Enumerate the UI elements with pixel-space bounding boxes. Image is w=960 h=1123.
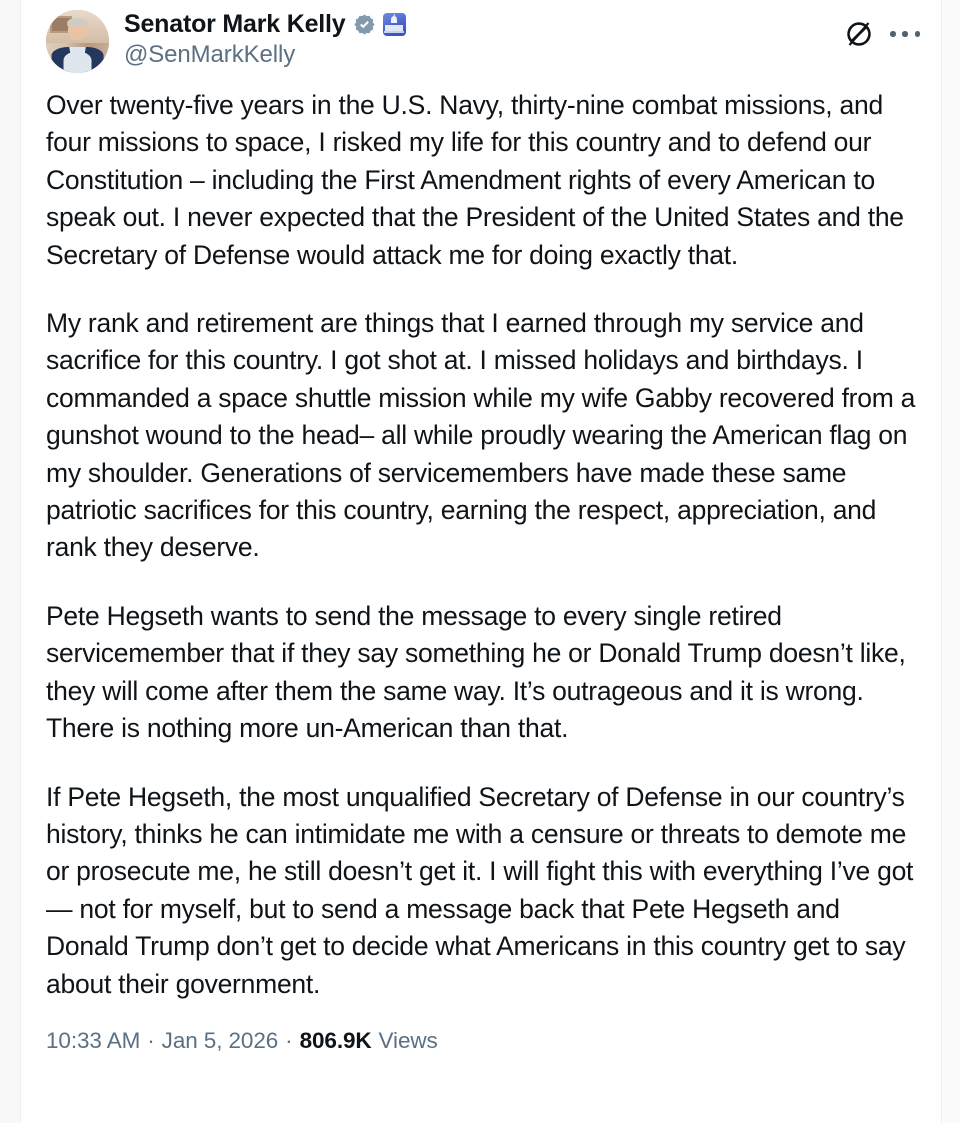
- display-name-row: [124, 11, 844, 38]
- metadata-separator: ·: [285, 1027, 293, 1053]
- tweet-paragraph: My rank and retirement are things that I earned through my service and sacrifice for this country. I got shot at. I missed holidays and birthdays. I commanded a space shuttle mission while my wife Gabby recovered from a gunshot wound to the head– all while proudly wearing the American flag on my shoulder. Generations of servicemembers have made these same patriotic sacrifices for this country, earning the respect, appreciation, and rank they deserve.: [46, 308, 916, 563]
- tweet-paragraph: If Pete Hegseth, the most unqualified Secretary of Defense in our country’s history, thinks he can intimidate me with a censure or threats to demote me or prosecute me, he still doesn’t get it. I will fight this with everything I’ve got — not for myself, but to send a message back that Pete Hegseth and Donald Trump don’t get to decide what Americans in this country get to say about their government.: [46, 781, 914, 999]
- tweet-header: [22, 8, 940, 73]
- tweet-paragraph: Pete Hegseth wants to send the message to every single retired servicemember that if they say something he or Donald Trump doesn’t like, they will come after them the same way. It’s outrageous and it is wrong. There is nothing more un-American than that.: [46, 600, 906, 744]
- tweet-time: 10:33 AM: [46, 1027, 141, 1053]
- capitol-dome-shape: [391, 16, 397, 23]
- verified-checkmark-icon[interactable]: [353, 13, 376, 36]
- author-handle[interactable]: @SenMarkKelly: [124, 41, 296, 68]
- grok-icon[interactable]: [844, 19, 874, 49]
- tweet-card: [22, 0, 940, 1123]
- more-dot: [890, 31, 896, 37]
- left-gutter: [0, 0, 21, 1123]
- more-dot: [902, 31, 908, 37]
- avatar-shirt: [63, 52, 92, 73]
- header-actions: [844, 10, 920, 49]
- right-gutter: [941, 0, 960, 1123]
- metadata-separator: ·: [147, 1027, 155, 1053]
- capitol-steps-shape: [384, 31, 403, 33]
- tweet-date: Jan 5, 2026: [161, 1027, 279, 1053]
- more-dot: [915, 31, 921, 37]
- tweet-text: [22, 73, 940, 1003]
- author-name-block: [124, 10, 844, 69]
- capitol-affiliate-badge-icon[interactable]: [383, 13, 406, 36]
- tweet-paragraph: Over twenty-five years in the U.S. Navy, thirty-nine combat missions, and four missions to space, I risked my life for this country and to defend our Constitution – including the First Amendment rights of every American to speak out. I never expected that the President of the United States and the Secretary of Defense would attack me for doing exactly that.: [46, 90, 904, 270]
- views-count[interactable]: 806.9K: [299, 1027, 372, 1053]
- more-options-icon[interactable]: [890, 25, 920, 43]
- tweet-metadata: [22, 1003, 940, 1054]
- author-display-name[interactable]: Senator Mark Kelly: [124, 10, 346, 38]
- views-label[interactable]: Views: [378, 1027, 438, 1053]
- avatar-hair: [67, 18, 88, 27]
- avatar[interactable]: [46, 10, 109, 73]
